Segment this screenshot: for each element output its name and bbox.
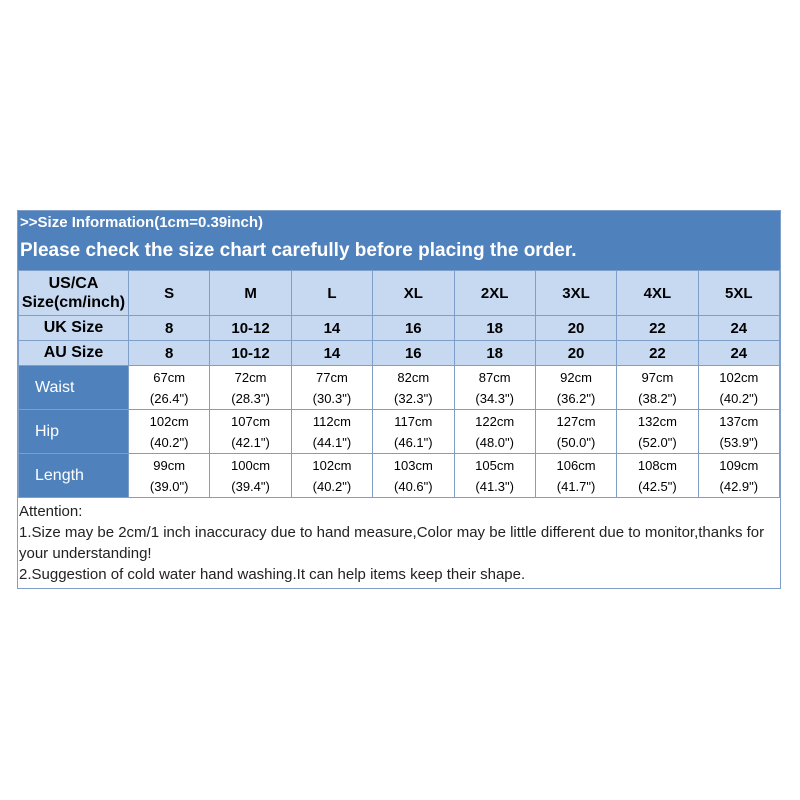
measure-inch: (52.0"): [638, 434, 677, 450]
au-size-row: [19, 341, 780, 366]
us-size-label-line2: Size(cm/inch): [21, 294, 126, 311]
measure-row-length: [19, 454, 780, 498]
measure-cm: 82cm: [397, 369, 430, 385]
measure-row-hip: [19, 410, 780, 454]
measure-cell: [535, 454, 616, 498]
size-cell: 22: [617, 316, 698, 341]
measure-inch: (40.2"): [149, 434, 189, 450]
size-cell: 3XL: [535, 271, 616, 316]
measure-cm: 106cm: [556, 457, 596, 473]
attention-note-2: 2.Suggestion of cold water hand washing.It can help items keep their shape.: [19, 566, 526, 583]
size-cell: 5XL: [698, 271, 779, 316]
measure-cell: [373, 454, 454, 498]
attention-note-1: 1.Size may be 2cm/1 inch inaccuracy due to hand measure,Color may be little different due to monitor,thanks for your understanding!: [19, 524, 765, 562]
measure-inch: (41.7"): [556, 478, 596, 494]
measure-inch: (39.4"): [231, 478, 270, 494]
measure-inch: (42.1"): [231, 434, 270, 450]
size-cell: 24: [698, 316, 779, 341]
us-size-label-line1: US/CA: [48, 275, 99, 292]
measure-cell: [210, 366, 291, 410]
measure-cm: 132cm: [637, 413, 677, 429]
measure-inch: (28.3"): [231, 390, 270, 406]
size-cell: 16: [373, 316, 454, 341]
measure-cell: [698, 454, 779, 498]
measure-cell: [454, 410, 535, 454]
measure-cm: 105cm: [475, 457, 515, 473]
measure-cell: [129, 410, 210, 454]
measure-cell: [617, 410, 698, 454]
size-cell: 2XL: [454, 271, 535, 316]
measure-cm: 99cm: [153, 457, 186, 473]
size-chart: [17, 210, 781, 589]
measure-row-waist: [19, 366, 780, 410]
measure-cell: [129, 366, 210, 410]
measure-inch: (50.0"): [556, 434, 596, 450]
size-cell: L: [291, 271, 372, 316]
measure-cm: 137cm: [719, 413, 759, 429]
measure-cm: 102cm: [719, 369, 759, 385]
measure-cell: [454, 454, 535, 498]
attention-notes: [18, 498, 780, 588]
size-info-title: >>Size Information(1cm=0.39inch): [20, 214, 263, 231]
measure-inch: (48.0"): [475, 434, 514, 450]
measure-cell: [373, 366, 454, 410]
size-cell: 4XL: [617, 271, 698, 316]
size-cell: 20: [535, 316, 616, 341]
measure-label: Hip: [19, 410, 129, 454]
measure-cell: [698, 410, 779, 454]
size-table: [18, 270, 780, 498]
measure-inch: (42.9"): [719, 478, 759, 494]
measure-cm: 77cm: [316, 369, 348, 385]
size-cell: 22: [617, 341, 698, 366]
size-check-notice: Please check the size chart carefully before placing the order.: [20, 240, 577, 261]
measure-cell: [210, 454, 291, 498]
measure-cell: [373, 410, 454, 454]
us-size-label: [19, 271, 129, 316]
chart-banner: [18, 211, 780, 270]
measure-inch: (30.3"): [312, 390, 352, 406]
measure-cm: 107cm: [231, 413, 271, 429]
measure-inch: (44.1"): [312, 434, 352, 450]
measure-cell: [291, 366, 372, 410]
measure-cell: [454, 366, 535, 410]
measure-cell: [291, 410, 372, 454]
measure-cm: 72cm: [234, 369, 267, 385]
measure-cm: 122cm: [475, 413, 515, 429]
measure-cell: [535, 410, 616, 454]
measure-cm: 97cm: [641, 369, 674, 385]
measure-cm: 112cm: [312, 413, 351, 429]
size-cell: 18: [454, 341, 535, 366]
uk-size-row: [19, 316, 780, 341]
measure-inch: (38.2"): [638, 390, 677, 406]
size-cell: M: [210, 271, 291, 316]
measure-cell: [291, 454, 372, 498]
measure-cm: 103cm: [393, 457, 433, 473]
measure-cm: 108cm: [637, 457, 677, 473]
measure-cm: 117cm: [394, 413, 433, 429]
measure-inch: (42.5"): [638, 478, 677, 494]
measure-inch: (40.2"): [719, 390, 759, 406]
measure-cm: 87cm: [478, 369, 511, 385]
measurements: [19, 366, 780, 498]
measure-inch: (32.3"): [394, 390, 433, 406]
attention-title: Attention:: [19, 503, 83, 520]
measure-cell: [535, 366, 616, 410]
measure-cell: [210, 410, 291, 454]
size-cell: 24: [698, 341, 779, 366]
measure-cm: 127cm: [556, 413, 596, 429]
measure-inch: (39.0"): [149, 478, 189, 494]
size-cell: 10-12: [210, 341, 291, 366]
measure-label: Waist: [19, 366, 129, 410]
us-size-row: [19, 271, 780, 316]
measure-cm: 67cm: [153, 369, 186, 385]
size-cell: XL: [373, 271, 454, 316]
measure-inch: (34.3"): [475, 390, 514, 406]
measure-cm: 102cm: [149, 413, 189, 429]
measure-inch: (41.3"): [475, 478, 514, 494]
uk-size-label: UK Size: [19, 316, 129, 341]
measure-cell: [698, 366, 779, 410]
size-cell: 16: [373, 341, 454, 366]
size-cell: S: [129, 271, 210, 316]
measure-inch: (36.2"): [556, 390, 596, 406]
size-cell: 8: [129, 316, 210, 341]
size-cell: 18: [454, 316, 535, 341]
measure-cm: 102cm: [312, 457, 352, 473]
size-cell: 10-12: [210, 316, 291, 341]
size-cell: 14: [291, 316, 372, 341]
measure-cm: 92cm: [560, 369, 592, 385]
size-cell: 14: [291, 341, 372, 366]
measure-cell: [617, 454, 698, 498]
measure-cm: 100cm: [231, 457, 271, 473]
measure-cm: 109cm: [719, 457, 759, 473]
au-size-label: AU Size: [19, 341, 129, 366]
measure-inch: (53.9"): [719, 434, 759, 450]
measure-inch: (26.4"): [149, 390, 189, 406]
measure-inch: (40.6"): [394, 478, 433, 494]
size-cell: 8: [129, 341, 210, 366]
measure-cell: [617, 366, 698, 410]
size-cell: 20: [535, 341, 616, 366]
measure-inch: (46.1"): [394, 434, 433, 450]
measure-label: Length: [19, 454, 129, 498]
measure-inch: (40.2"): [312, 478, 352, 494]
measure-cell: [129, 454, 210, 498]
